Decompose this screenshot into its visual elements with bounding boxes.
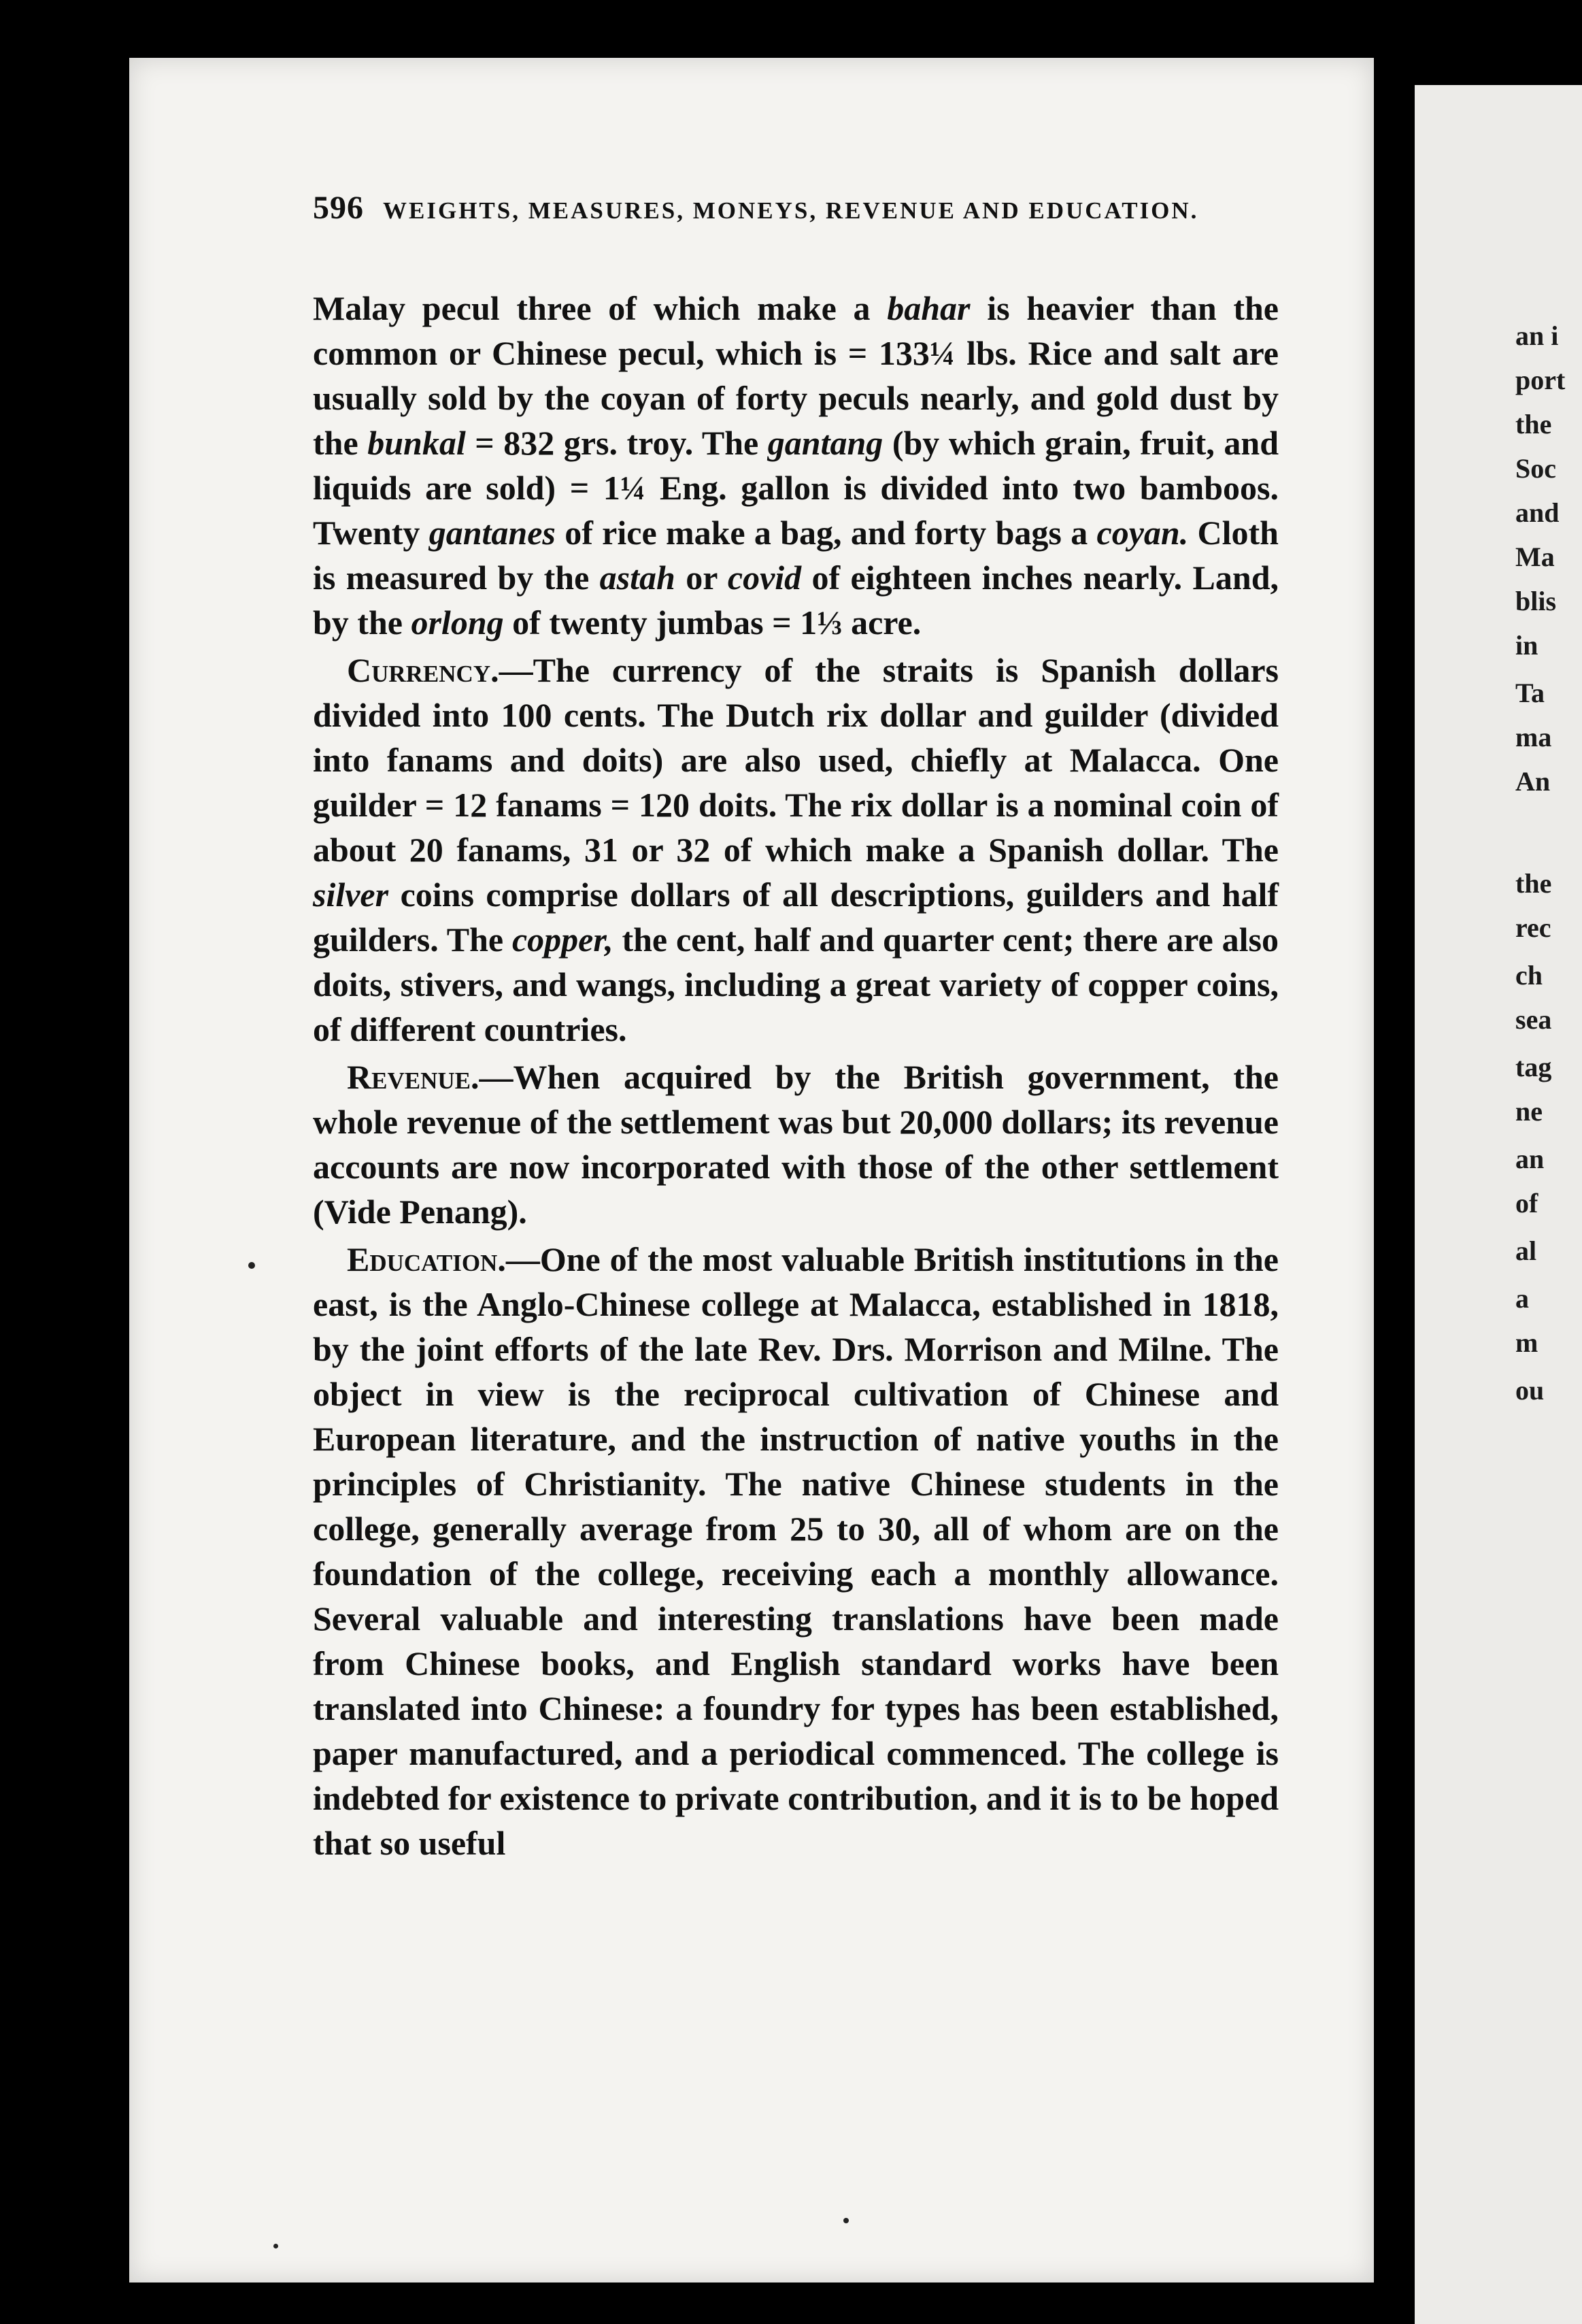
adjacent-fragment: ma bbox=[1515, 722, 1552, 752]
running-header bbox=[313, 189, 1279, 227]
italic-term: covid bbox=[727, 559, 802, 597]
adjacent-fragment: tag bbox=[1515, 1052, 1552, 1082]
text-run: = 832 grs. troy. The bbox=[465, 424, 768, 462]
adjacent-page-edge bbox=[1415, 85, 1582, 2324]
paragraph-weights bbox=[313, 286, 1279, 645]
paper-speck bbox=[273, 2244, 278, 2248]
adjacent-fragment: a bbox=[1515, 1283, 1529, 1314]
paragraph-revenue bbox=[313, 1055, 1279, 1234]
section-heading: Currency. bbox=[347, 651, 499, 689]
italic-term: gantang bbox=[767, 424, 883, 462]
paragraph-education bbox=[313, 1237, 1279, 1865]
adjacent-fragment: m bbox=[1515, 1327, 1538, 1358]
adjacent-fragment: An bbox=[1515, 766, 1551, 797]
adjacent-fragment: and bbox=[1515, 497, 1560, 528]
text-run: Malay pecul three of which make a bbox=[313, 289, 888, 327]
section-heading: Education. bbox=[347, 1240, 506, 1278]
text-run: or bbox=[675, 559, 728, 597]
text-run: —One of the most valuable British institutions in the east, is the Anglo-Chinese college at Malacca, established in 1818, by the joint efforts of the late Rev. Drs. Morrison and Milne. The object in view is the reciprocal cultivation of Chinese and European literature, and the instruction of native youths in the principles of Christianity. The native Chinese students in the college, generally average from 25 to 30, all of whom are on the foundation of the college, receiving each a monthly allowance. Several valuable and interesting translations have been made from Chinese books, and English standard works have been translated into Chinese: a foundry for types has been established, paper manufactured, and a periodical commenced. The college is indebted for existence to private contribution, and it is to be hoped that so useful bbox=[313, 1240, 1279, 1862]
adjacent-fragment: al bbox=[1515, 1235, 1537, 1266]
text-run: is heavier than the common or Chinese pecul, which is = 133¼ lbs. Rice and salt are usually sold by the coyan of forty peculs nearly, and gold dust by the bbox=[313, 289, 1279, 462]
adjacent-fragment: Soc bbox=[1515, 453, 1556, 484]
text-run: Cloth is measured by the bbox=[313, 514, 1279, 597]
adjacent-fragment: the bbox=[1515, 409, 1552, 439]
adjacent-fragment: of bbox=[1515, 1188, 1538, 1218]
adjacent-fragment: ch bbox=[1515, 960, 1543, 991]
page-number: 596 bbox=[313, 190, 364, 226]
section-heading: Revenue. bbox=[347, 1058, 479, 1096]
text-run: —When acquired by the British government, the whole revenue of the settlement was but 20,000 dollars; its revenue accounts are now incorporated with those of the other settlement (Vide Penang). bbox=[313, 1058, 1279, 1231]
adjacent-fragment: blis bbox=[1515, 586, 1557, 616]
text-run: —The currency of the straits is Spanish dollars divided into 100 cents. The Dutch rix dollar and guilder (divided into fanams and doits) are also used, chiefly at Malacca. One guilder = 12 fanams = 120 doits. The rix dollar is a nominal coin of about 20 fanams, 31 or 32 of which make a Spanish dollar. The bbox=[313, 651, 1279, 869]
adjacent-fragment: port bbox=[1515, 365, 1566, 395]
text-run: of twenty jumbas = 1⅓ acre. bbox=[503, 603, 922, 642]
italic-term: bunkal bbox=[367, 424, 466, 462]
adjacent-fragment: ou bbox=[1515, 1375, 1545, 1406]
italic-term: silver bbox=[313, 876, 389, 914]
italic-term: orlong bbox=[411, 603, 504, 642]
italic-term: coyan. bbox=[1096, 514, 1189, 552]
italic-term: gantanes bbox=[428, 514, 556, 552]
paper-speck bbox=[843, 2218, 849, 2223]
adjacent-fragment: an bbox=[1515, 1144, 1545, 1174]
italic-term: bahar bbox=[887, 289, 971, 327]
text-run: of rice make a bag, and forty bags a bbox=[555, 514, 1097, 552]
adjacent-fragment: in bbox=[1515, 630, 1538, 661]
italic-term: copper, bbox=[511, 920, 613, 959]
text-run: coins comprise dollars of all descriptions, guilders and half guilders. The bbox=[313, 876, 1279, 959]
adjacent-fragment: the bbox=[1515, 868, 1552, 899]
paragraph-currency bbox=[313, 648, 1279, 1052]
adjacent-fragment: Ma bbox=[1515, 542, 1555, 572]
adjacent-fragment: rec bbox=[1515, 912, 1551, 943]
running-title: WEIGHTS, MEASURES, MONEYS, REVENUE AND EDUCATION. bbox=[383, 197, 1199, 224]
text-run: of eighteen inches nearly. Land, by the bbox=[313, 559, 1279, 642]
text-run: the cent, half and quarter cent; there are also doits, stivers, and wangs, including a great variety of copper coins, of different countries. bbox=[313, 920, 1279, 1048]
adjacent-fragment: ne bbox=[1515, 1096, 1543, 1127]
text-run: (by which grain, fruit, and liquids are sold) = 1¼ Eng. gallon is divided into two bamboos. Twenty bbox=[313, 424, 1279, 552]
body-text bbox=[313, 286, 1279, 1868]
paper-speck bbox=[248, 1262, 255, 1269]
adjacent-fragment: an i bbox=[1515, 320, 1559, 351]
italic-term: astah bbox=[599, 559, 675, 597]
adjacent-fragment: Ta bbox=[1515, 678, 1545, 708]
adjacent-fragment: sea bbox=[1515, 1004, 1552, 1035]
